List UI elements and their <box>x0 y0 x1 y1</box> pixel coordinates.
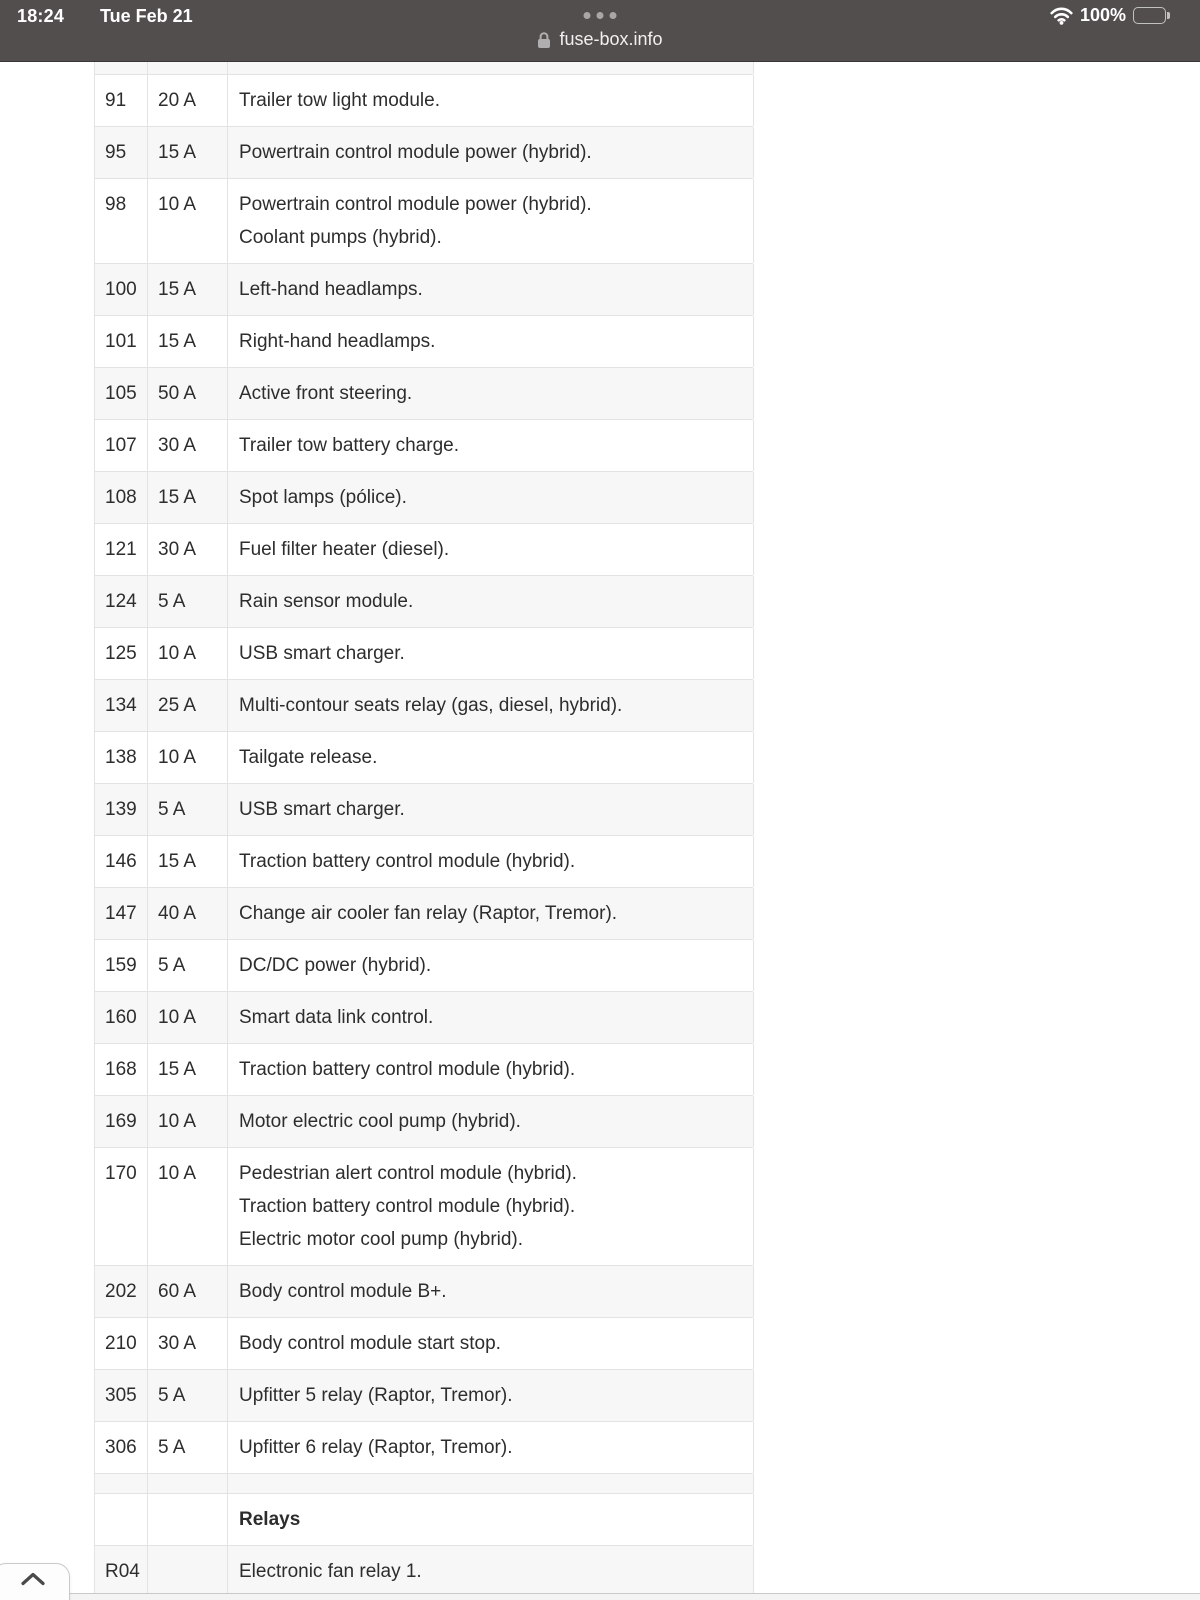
description-cell <box>228 784 754 835</box>
amps-cell: 10 A <box>148 1096 228 1147</box>
description-cell <box>228 1044 754 1095</box>
lock-icon <box>537 31 551 49</box>
multitask-dots-icon[interactable] <box>584 12 617 19</box>
table-row <box>95 1266 753 1318</box>
amps-cell <box>148 1546 228 1597</box>
table-row <box>95 1494 753 1546</box>
table-row <box>95 1370 753 1422</box>
description-line: Tailgate release. <box>239 747 378 768</box>
description-line: Powertrain control module power (hybrid). <box>239 194 592 215</box>
description-cell <box>228 992 754 1043</box>
fuse-cell: 147 <box>95 888 148 939</box>
description-line: Traction battery control module (hybrid). <box>239 1059 576 1080</box>
description-line: Multi-contour seats relay (gas, diesel, hybrid). <box>239 695 623 716</box>
fuse-cell: 105 <box>95 368 148 419</box>
fuse-cell <box>95 62 148 74</box>
description-line: Traction battery control module (hybrid). <box>239 1196 576 1217</box>
description-cell <box>228 368 754 419</box>
wifi-icon <box>1050 7 1073 25</box>
description-line: Powertrain control module power (hybrid). <box>239 142 592 163</box>
amps-cell: 10 A <box>148 1148 228 1265</box>
table-row <box>95 628 753 680</box>
status-indicators <box>1050 5 1170 26</box>
dot-icon <box>597 12 604 19</box>
description-line: Upfitter 6 relay (Raptor, Tremor). <box>239 1437 513 1458</box>
table-row <box>95 732 753 784</box>
description-line: Body control module B+. <box>239 1281 447 1302</box>
table-row <box>95 1422 753 1474</box>
description-cell <box>228 1546 754 1597</box>
table-row <box>95 75 753 127</box>
amps-cell: 50 A <box>148 368 228 419</box>
description-cell <box>228 836 754 887</box>
description-cell <box>228 1148 754 1265</box>
fuse-cell: 169 <box>95 1096 148 1147</box>
description-cell <box>228 576 754 627</box>
description-line: Pedestrian alert control module (hybrid). <box>239 1163 577 1184</box>
description-cell <box>228 420 754 471</box>
description-cell <box>228 75 754 126</box>
fuse-cell: 121 <box>95 524 148 575</box>
fuse-cell: R04 <box>95 1546 148 1597</box>
description-cell <box>228 179 754 263</box>
description-line: Trailer tow light module. <box>239 90 440 111</box>
table-row <box>95 1148 753 1266</box>
fuse-cell: 306 <box>95 1422 148 1473</box>
fuse-cell: 124 <box>95 576 148 627</box>
amps-cell: 5 A <box>148 1422 228 1473</box>
table-row <box>95 888 753 940</box>
fuse-cell: 100 <box>95 264 148 315</box>
battery-icon <box>1133 7 1170 24</box>
description-line: Right-hand headlamps. <box>239 331 436 352</box>
description-cell <box>228 1266 754 1317</box>
amps-cell: 15 A <box>148 127 228 178</box>
amps-cell: 15 A <box>148 472 228 523</box>
amps-cell: 10 A <box>148 732 228 783</box>
description-cell <box>228 264 754 315</box>
fuse-cell: 160 <box>95 992 148 1043</box>
amps-cell: 20 A <box>148 75 228 126</box>
fuse-cell: 210 <box>95 1318 148 1369</box>
amps-cell: 30 A <box>148 1318 228 1369</box>
date: Tue Feb 21 <box>100 6 193 26</box>
table-row <box>95 576 753 628</box>
description-line: Spot lamps (pólice). <box>239 487 407 508</box>
amps-cell <box>148 1474 228 1493</box>
description-cell <box>228 472 754 523</box>
battery-percent: 100% <box>1079 5 1126 25</box>
amps-cell: 15 A <box>148 264 228 315</box>
table-row <box>95 316 753 368</box>
description-cell <box>228 1096 754 1147</box>
table-row <box>95 264 753 316</box>
fuse-cell: 125 <box>95 628 148 679</box>
description-line: Electronic fan relay 1. <box>239 1561 422 1582</box>
description-line: Body control module start stop. <box>239 1333 501 1354</box>
description-line: Active front steering. <box>239 383 413 404</box>
table-row <box>95 940 753 992</box>
table-row <box>95 472 753 524</box>
description-line: Left-hand headlamps. <box>239 279 423 300</box>
amps-cell: 10 A <box>148 992 228 1043</box>
address-bar[interactable] <box>0 29 1200 50</box>
description-cell <box>228 316 754 367</box>
amps-cell: 30 A <box>148 420 228 471</box>
description-line: Traction battery control module (hybrid). <box>239 851 576 872</box>
description-line: Electric motor cool pump (hybrid). <box>239 1229 524 1250</box>
amps-cell: 5 A <box>148 784 228 835</box>
amps-cell: 25 A <box>148 680 228 731</box>
description-cell <box>228 1474 754 1493</box>
table-row <box>95 1474 753 1494</box>
description-line: DC/DC power (hybrid). <box>239 955 432 976</box>
amps-cell: 15 A <box>148 1044 228 1095</box>
table-row <box>95 1318 753 1370</box>
table-row <box>95 127 753 179</box>
fuse-cell: 91 <box>95 75 148 126</box>
table-row <box>95 1044 753 1096</box>
fuse-cell: 98 <box>95 179 148 263</box>
amps-cell: 15 A <box>148 836 228 887</box>
description-cell <box>228 62 754 74</box>
description-line: Rain sensor module. <box>239 591 414 612</box>
url-domain: fuse-box.info <box>559 29 663 49</box>
table-row <box>95 836 753 888</box>
amps-cell: 40 A <box>148 888 228 939</box>
fuse-cell: 107 <box>95 420 148 471</box>
description-line: USB smart charger. <box>239 643 405 664</box>
fuse-cell <box>95 1494 148 1545</box>
dot-icon <box>610 12 617 19</box>
description-cell <box>228 888 754 939</box>
description-line: Relays <box>239 1509 301 1530</box>
dot-icon <box>584 12 591 19</box>
description-cell <box>228 940 754 991</box>
description-cell <box>228 680 754 731</box>
clock: 18:24 <box>17 6 65 26</box>
description-line: Coolant pumps (hybrid). <box>239 227 442 248</box>
amps-cell: 60 A <box>148 1266 228 1317</box>
table-row <box>95 1546 753 1598</box>
fuse-cell: 134 <box>95 680 148 731</box>
description-cell <box>228 1370 754 1421</box>
fuse-table <box>94 62 753 1598</box>
fuse-cell: 108 <box>95 472 148 523</box>
description-line: Smart data link control. <box>239 1007 434 1028</box>
description-line: Fuel filter heater (diesel). <box>239 539 450 560</box>
fuse-cell: 139 <box>95 784 148 835</box>
description-line: USB smart charger. <box>239 799 405 820</box>
table-row <box>95 179 753 264</box>
fuse-cell: 168 <box>95 1044 148 1095</box>
status-and-url-bar <box>0 0 1200 62</box>
table-row <box>95 420 753 472</box>
table-row <box>95 992 753 1044</box>
table-row <box>95 62 753 75</box>
description-cell <box>228 1494 754 1545</box>
description-line: Trailer tow battery charge. <box>239 435 459 456</box>
description-cell <box>228 732 754 783</box>
chevron-up-icon <box>20 1571 46 1587</box>
amps-cell: 5 A <box>148 940 228 991</box>
fuse-cell: 202 <box>95 1266 148 1317</box>
fuse-cell <box>95 1474 148 1493</box>
description-line: Upfitter 5 relay (Raptor, Tremor). <box>239 1385 513 1406</box>
fuse-cell: 146 <box>95 836 148 887</box>
amps-cell: 5 A <box>148 1370 228 1421</box>
scroll-to-top-button[interactable] <box>0 1563 70 1600</box>
fuse-cell: 95 <box>95 127 148 178</box>
description-cell <box>228 1422 754 1473</box>
table-row <box>95 524 753 576</box>
amps-cell <box>148 1494 228 1545</box>
amps-cell <box>148 62 228 74</box>
description-cell <box>228 628 754 679</box>
amps-cell: 15 A <box>148 316 228 367</box>
amps-cell: 5 A <box>148 576 228 627</box>
amps-cell: 10 A <box>148 179 228 263</box>
description-line: Motor electric cool pump (hybrid). <box>239 1111 521 1132</box>
fuse-cell: 170 <box>95 1148 148 1265</box>
description-cell <box>228 127 754 178</box>
fuse-cell: 159 <box>95 940 148 991</box>
table-row <box>95 368 753 420</box>
amps-cell: 10 A <box>148 628 228 679</box>
description-line: Change air cooler fan relay (Raptor, Tremor). <box>239 903 618 924</box>
fuse-cell: 101 <box>95 316 148 367</box>
fuse-cell: 305 <box>95 1370 148 1421</box>
bottom-toolbar-edge <box>62 1593 1200 1600</box>
amps-cell: 30 A <box>148 524 228 575</box>
fuse-cell: 138 <box>95 732 148 783</box>
table-row <box>95 680 753 732</box>
table-row <box>95 784 753 836</box>
description-cell <box>228 1318 754 1369</box>
table-row <box>95 1096 753 1148</box>
description-cell <box>228 524 754 575</box>
